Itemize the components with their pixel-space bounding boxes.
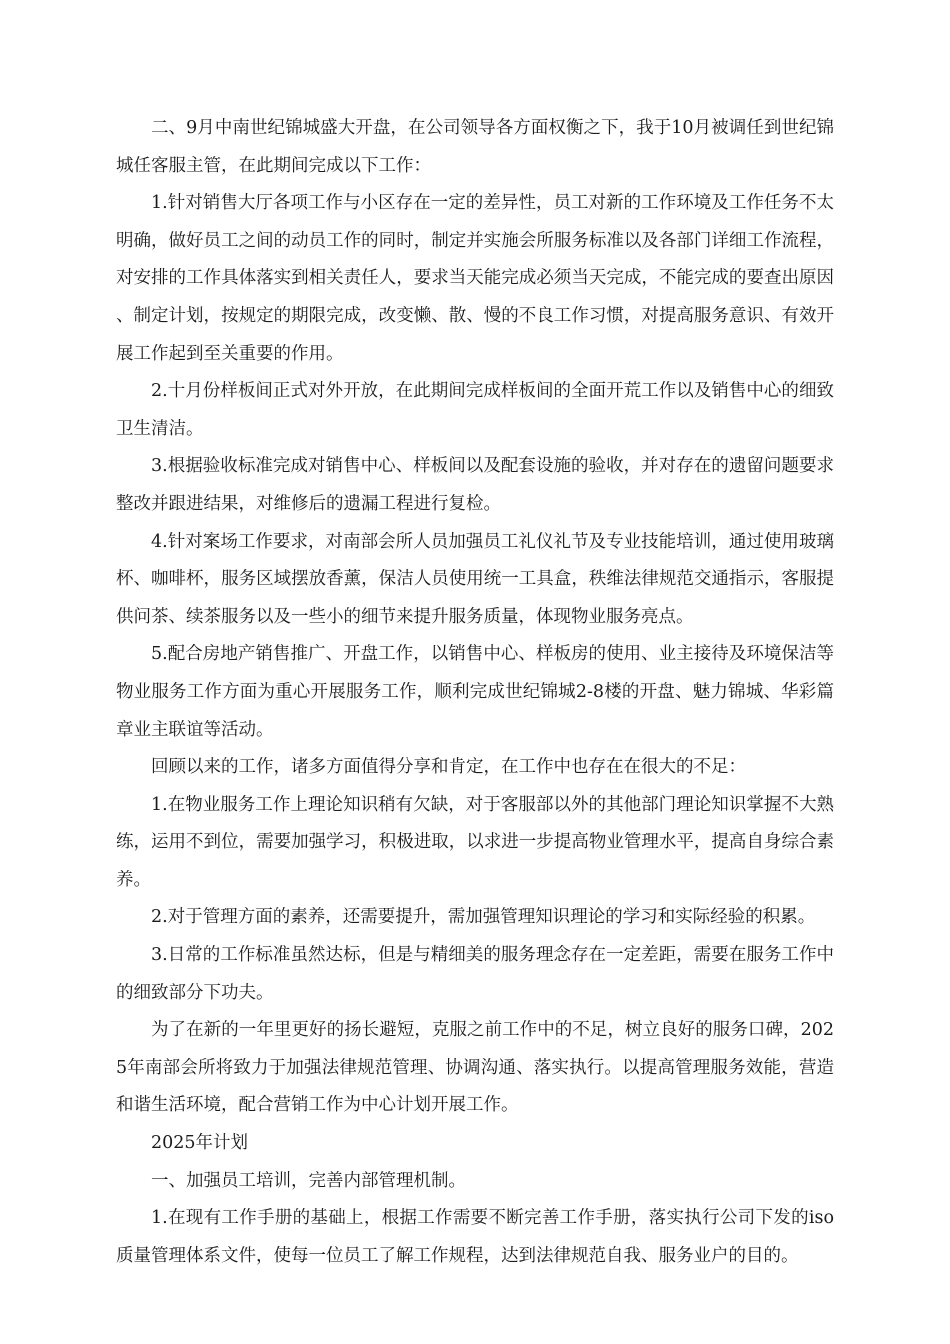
paragraph-item-1-workflow: 1.针对销售大厅各项工作与小区存在一定的差异性，员工对新的工作环境及工作任务不太明确，做好员工之间的动员工作的同时，制定并实施会所服务标准以及各部门详细工作流程，对安排的工作具体落实到相关责任人，要求当天能完成必须当天完成，不能完成的要查出原因、制定计划，按规定的期限完成，改变懒、散、慢的不良工作习惯，对提高服务意识、有效开展工作起到至关重要的作用。 <box>116 193 834 364</box>
paragraph-item-3-inspection: 3.根据验收标准完成对销售中心、样板间以及配套设施的验收，并对存在的遗留问题要求整改并跟进结果，对维修后的遗漏工程进行复检。 <box>116 456 834 514</box>
paragraph-item-5-sales-support: 5.配合房地产销售推广、开盘工作，以销售中心、样板房的使用、业主接待及环境保洁等物业服务工作方面为重心开展服务工作，顺利完成世纪锦城2-8楼的开盘、魅力锦城、华彩篇章业主联谊等活动。 <box>116 644 834 740</box>
plan-heading-training: 一、加强员工培训，完善内部管理机制。 <box>151 1170 466 1191</box>
paragraph-outlook: 为了在新的一年里更好的扬长避短，克服之前工作中的不足，树立良好的服务口碑，2025年南部会所将致力于加强法律规范管理、协调沟通、落实执行。以提高管理服务效能，营造和谐生活环境，配合营销工作为中心计划开展工作。 <box>116 1020 834 1116</box>
paragraph-item-4-training: 4.针对案场工作要求，对南部会所人员加强员工礼仪礼节及专业技能培训，通过使用玻璃杯、咖啡杯，服务区域摆放香薰，保洁人员使用统一工具盒，秩维法律规范交通指示，客服提供问茶、续茶服务以及一些小的细节来提升服务质量，体现物业服务亮点。 <box>116 531 834 627</box>
paragraph-shortcoming-3: 3.日常的工作标准虽然达标，但是与精细美的服务理念存在一定差距，需要在服务工作中的细致部分下功夫。 <box>116 945 834 1003</box>
section-heading-plan: 2025年计划 <box>151 1133 249 1154</box>
paragraph-shortcoming-1: 1.在物业服务工作上理论知识稍有欠缺，对于客服部以外的其他部门理论知识掌握不大熟练，运用不到位，需要加强学习，积极进取，以求进一步提高物业管理水平，提高自身综合素养。 <box>116 794 834 890</box>
paragraph-section-two-intro: 二、9月中南世纪锦城盛大开盘，在公司领导各方面权衡之下，我于10月被调任到世纪锦城任客服主管，在此期间完成以下工作： <box>116 118 834 176</box>
paragraph-review-intro: 回顾以来的工作，诸多方面值得分享和肯定，在工作中也存在在很大的不足： <box>151 757 746 778</box>
paragraph-item-2-showroom: 2.十月份样板间正式对外开放，在此期间完成样板间的全面开荒工作以及销售中心的细致卫生清洁。 <box>116 381 834 439</box>
document-body <box>116 110 834 1275</box>
plan-item-1-manual: 1.在现有工作手册的基础上，根据工作需要不断完善工作手册，落实执行公司下发的iso质量管理体系文件，使每一位员工了解工作规程，达到法律规范自我、服务业户的目的。 <box>116 1208 834 1266</box>
paragraph-shortcoming-2: 2.对于管理方面的素养，还需要提升，需加强管理知识理论的学习和实际经验的积累。 <box>151 907 816 928</box>
